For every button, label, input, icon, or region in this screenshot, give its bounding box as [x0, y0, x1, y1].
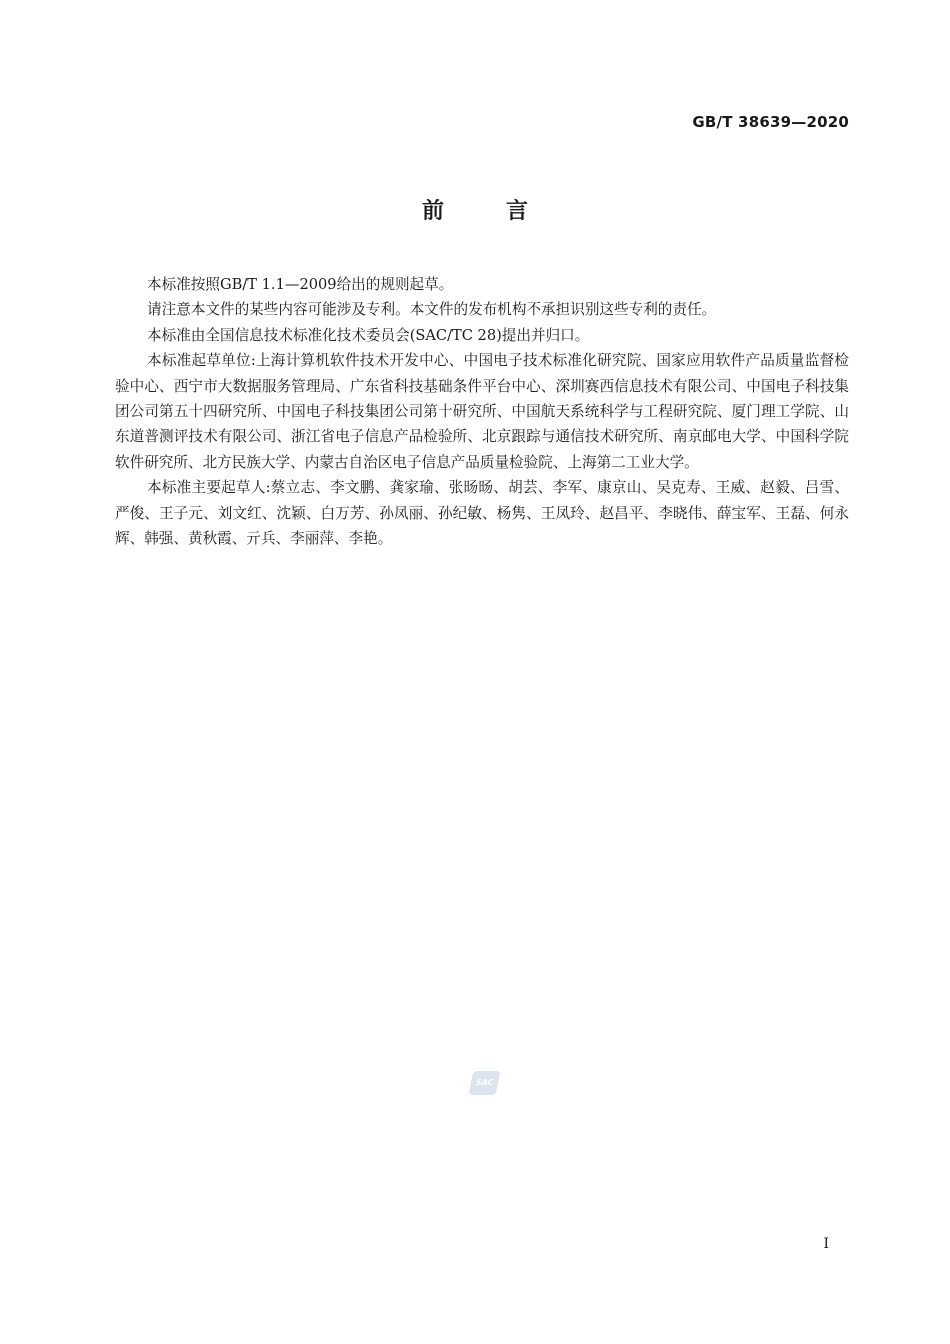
sac-watermark-logo: [468, 1071, 500, 1095]
paragraph-drafting-units: 本标准起草单位:上海计算机软件技术开发中心、中国电子技术标准化研究院、国家应用软件产品质量监督检验中心、西宁市大数据服务管理局、广东省科技基础条件平台中心、深圳赛西信息技术有限公司、中国电子科技集团公司第五十四研究所、中国电子科技集团公司第十研究所、中国航天系统科学与工程研究院、厦门理工学院、山东道普测评技术有限公司、浙江省电子信息产品检验所、北京跟踪与通信技术研究所、南京邮电大学、中国科学院软件研究所、北方民族大学、内蒙古自治区电子信息产品质量检验院、上海第二工业大学。: [115, 352, 849, 471]
watermark-text: SAC: [474, 1078, 495, 1087]
paragraph-drafters: 本标准主要起草人:蔡立志、李文鹏、龚家瑜、张旸旸、胡芸、李军、康京山、吴克寿、王威、赵毅、吕雪、严俊、王子元、刘文红、沈颖、白万芳、孙凤丽、孙纪敏、杨隽、王凤玲、赵昌平、李晓伟、薛宝军、王磊、何永辉、韩强、黄秋霞、亓兵、李丽萍、李艳。: [115, 479, 849, 548]
paragraph-patent-notice: 请注意本文件的某些内容可能涉及专利。本文件的发布机构不承担识别这些专利的责任。: [147, 301, 717, 319]
paragraph-proposer: 本标准由全国信息技术标准化技术委员会(SAC/TC 28)提出并归口。: [147, 326, 590, 344]
page-title: 前言: [421, 199, 590, 224]
page-number: I: [823, 1236, 829, 1252]
foreword-body: [115, 272, 849, 551]
standard-number: GB/T 38639—2020: [692, 113, 849, 131]
paragraph-drafting-rules: 本标准按照GB/T 1.1—2009给出的规则起草。: [147, 276, 454, 293]
